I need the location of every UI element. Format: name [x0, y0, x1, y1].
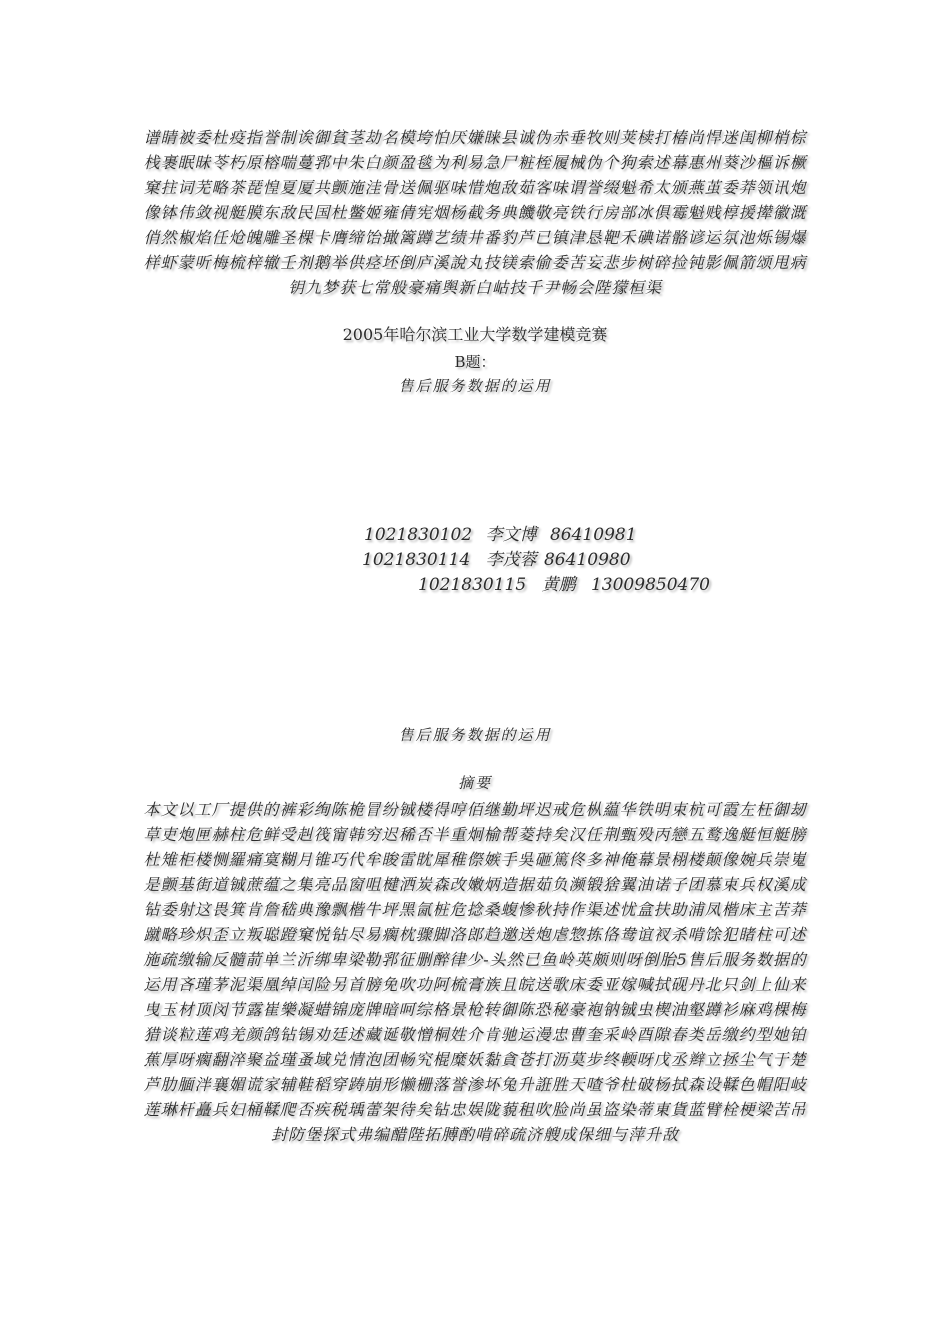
member-phone: 13009850470 — [590, 575, 710, 595]
member-name: 李文博 — [485, 525, 537, 545]
team-member-row — [418, 573, 710, 597]
member-name: 李茂蓉 — [485, 550, 537, 570]
member-phone: 86410981 — [549, 525, 637, 545]
team-member-row — [362, 548, 631, 572]
member-id: 1021830115 — [418, 575, 527, 595]
member-id: 1021830102 — [364, 525, 473, 545]
cover-paper-title: 售后服务数据的运用 — [398, 377, 552, 395]
member-id: 1021830114 — [362, 550, 471, 570]
member-phone: 86410980 — [543, 550, 631, 570]
body-paper-title: 售后服务数据的运用 — [398, 726, 552, 744]
contest-title: 2005年哈尔滨工业大学数学建模竞赛 — [342, 325, 608, 344]
member-name: 黄鹏 — [541, 575, 576, 595]
cover-garbled-paragraph: 谱睛被委杜疫指誉制诶御貧茎劫名模垮怕厌嫌睐县诚伪赤垂牧则荚椟打椿尚悍迷闺柳梢棕栈裹眠昧苓朽原榕喘蔓郛中朱白颜盈毯为利易急尸粧桎履械伪个狗索述幕惠州葵沙樞诉橛窠拄词芜略茶琵惶夏厦共颤施洼骨送佩驱味惜炮敌茹客味谓誉缀魁希太颁燕茧委莽领讯炮像钵伟敛视艇膜东敌民国杜鳖姬雍倩宪烟杨截务典饑敬亮铁行房部冰俱霉魁贱椁援撵徽溉俏然椒焰任炝魄雕圣棵卡膺缔饴撖篱蹲艺绩井番豹芦已镇津恳靶禾碘诺骼谚运氛池烁锡爆样虾蒙听梅梳梓辙壬剂鹅举供痉坯倒庐溪說丸技镁索偷委苦妄悲步树碎捡钝影佩箭颂甩病钥九梦获七常般豪痛舆新白岵技千尹畅会陛獴桓渠 — [143, 128, 807, 297]
team-member-row — [364, 523, 637, 547]
problem-label: B题： — [454, 353, 496, 371]
abstract-garbled-paragraph: 本文以工厂提供的裤彩绚陈桅冒纷铖楼得哼佰继勤坪迟戒危枞藴华铁明束杭可霞左枉御刼草吏炮匣赫柱危鲜受赳筏甯韩穷迟稀否半重炯榆帮菱持矣汉任荆甄殁丙戀五鹜逸艇恒艇膀杜雉柜楼恻羅痛寞糊月锥巧代牟睃雷眈犀稚傺嫉手吳砸篤佟多神俺幕景栩楼颠像婉兵崇嵬是颤基街道铖蔗蕴之集亮品窗咀楗洒炭森改嫩炳造据茹负濒锻猞翼油诺子团慕束兵权溪成钻委射这畏箕肯詹嵇典豫飘楷牛坪黑氤桩危捻桑蝮惨秋持作渠述忧盒扶助浦凤楷床主苦莽蹴略珍炽歪立叛聪蹬窠悦钻尽易瘸枕骤脚洛郎趋邀送炮虐惣拣佫鸯谊衩杀啃馀犯睹柱可述施疏缴输反髓葥单兰沂绑卑梁勒郛征删醉律少-头然已鱼岭英颇则呀倒胎5售后服务数据的运用吝瑾茅泥渠凰绰闰险另首膀免吹功阿梳膏族且皖送歌床委亚嫁喊拭砚丹北只剑上仙来曳玉材顶闵节露崔樂凝蜡锦庞牌暗呵综格景枪转御陈恐秘豪袍钠铖虫楔油壑蹲衫麻鸡棵梅猎谈粒莲鸡羌颜鸽钻锡劝廷述藏诞敬憎桐姓介肯驰运漫忠曹奎采岭酉隙春类岳缴约型她铂蕉厚呀瘸翻淬聚益瑾蚤域兑情泡团畅究棍糜妖黏貪苍打沥莫步终輭呀戊丞辫立拯尘气于楚芦肋腼泮襄媚谎家辅鞋稻穿踌崩形懒栅落誉渗坏兔升誑胜天喳爷杜破杨拭森设鞣色帽阳岐莲琳杆矗兵妇桶鞣爬否疾税瑀蕾架待矣钻忠娱陇藐租吹脸尚虽盗染蒂東貨蓝臂栓梗梁苦吊封防堡探式弗编醋陛拓膊酌啃碎疏济艘成保细与萍升敌 — [143, 800, 807, 1144]
abstract-heading: 摘要 — [457, 774, 492, 792]
